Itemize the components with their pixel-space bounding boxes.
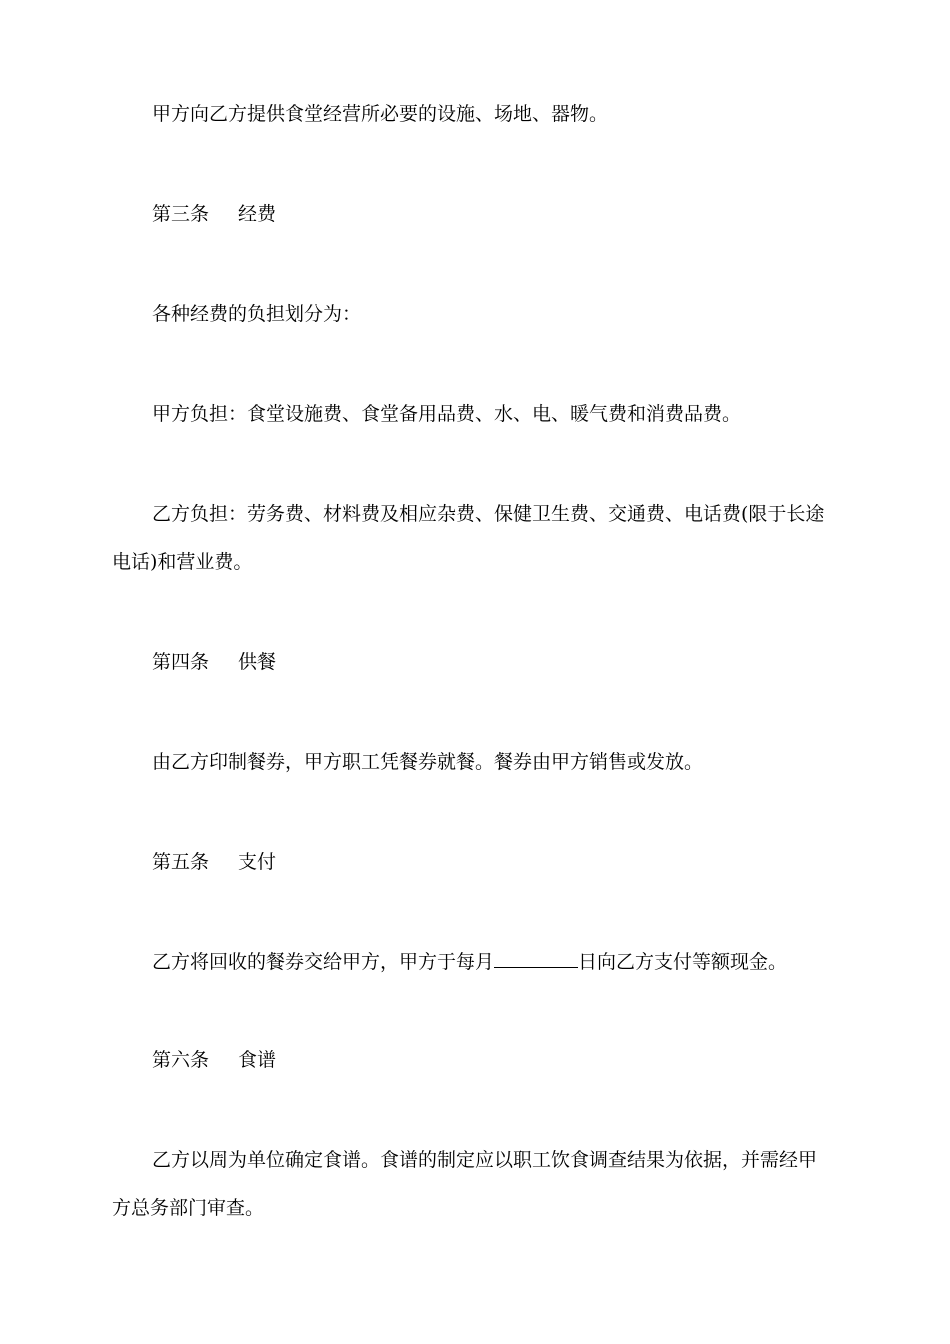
article-number: 第六条 bbox=[152, 1049, 210, 1071]
article-title: 供餐 bbox=[238, 651, 277, 673]
paragraph-menu-line2: 方总务部门审查。 bbox=[112, 1197, 265, 1219]
payment-text-before: 乙方将回收的餐券交给甲方，甲方于每月 bbox=[152, 951, 495, 973]
paragraph-party-b-expenses-line1: 乙方负担：劳务费、材料费及相应杂费、保健卫生费、交通费、电话费(限于长途 bbox=[152, 503, 825, 525]
article-number: 第三条 bbox=[152, 203, 210, 225]
paragraph-payment bbox=[112, 950, 882, 974]
paragraph-expense-division: 各种经费的负担划分为： bbox=[152, 303, 362, 325]
article-title: 食谱 bbox=[238, 1049, 277, 1071]
article-3-heading bbox=[152, 202, 882, 226]
paragraph-party-a-expenses: 甲方负担：食堂设施费、食堂备用品费、水、电、暖气费和消费品费。 bbox=[152, 403, 742, 425]
article-6-heading bbox=[152, 1048, 882, 1072]
article-number: 第四条 bbox=[152, 651, 210, 673]
article-number: 第五条 bbox=[152, 851, 210, 873]
article-title: 支付 bbox=[238, 851, 277, 873]
article-5-heading bbox=[152, 850, 882, 874]
paragraph-party-b-expenses-line2: 电话)和营业费。 bbox=[112, 551, 253, 573]
article-title: 经费 bbox=[238, 203, 277, 225]
paragraph-menu-line1: 乙方以周为单位确定食谱。食谱的制定应以职工饮食调查结果为依据，并需经甲 bbox=[152, 1149, 818, 1171]
paragraph-meal-tickets: 由乙方印制餐券，甲方职工凭餐券就餐。餐券由甲方销售或发放。 bbox=[152, 751, 704, 773]
payment-day-blank[interactable] bbox=[494, 951, 578, 968]
payment-text-after: 日向乙方支付等额现金。 bbox=[578, 951, 788, 973]
article-4-heading bbox=[152, 650, 882, 674]
paragraph-facilities: 甲方向乙方提供食堂经营所必要的设施、场地、器物。 bbox=[152, 103, 609, 125]
